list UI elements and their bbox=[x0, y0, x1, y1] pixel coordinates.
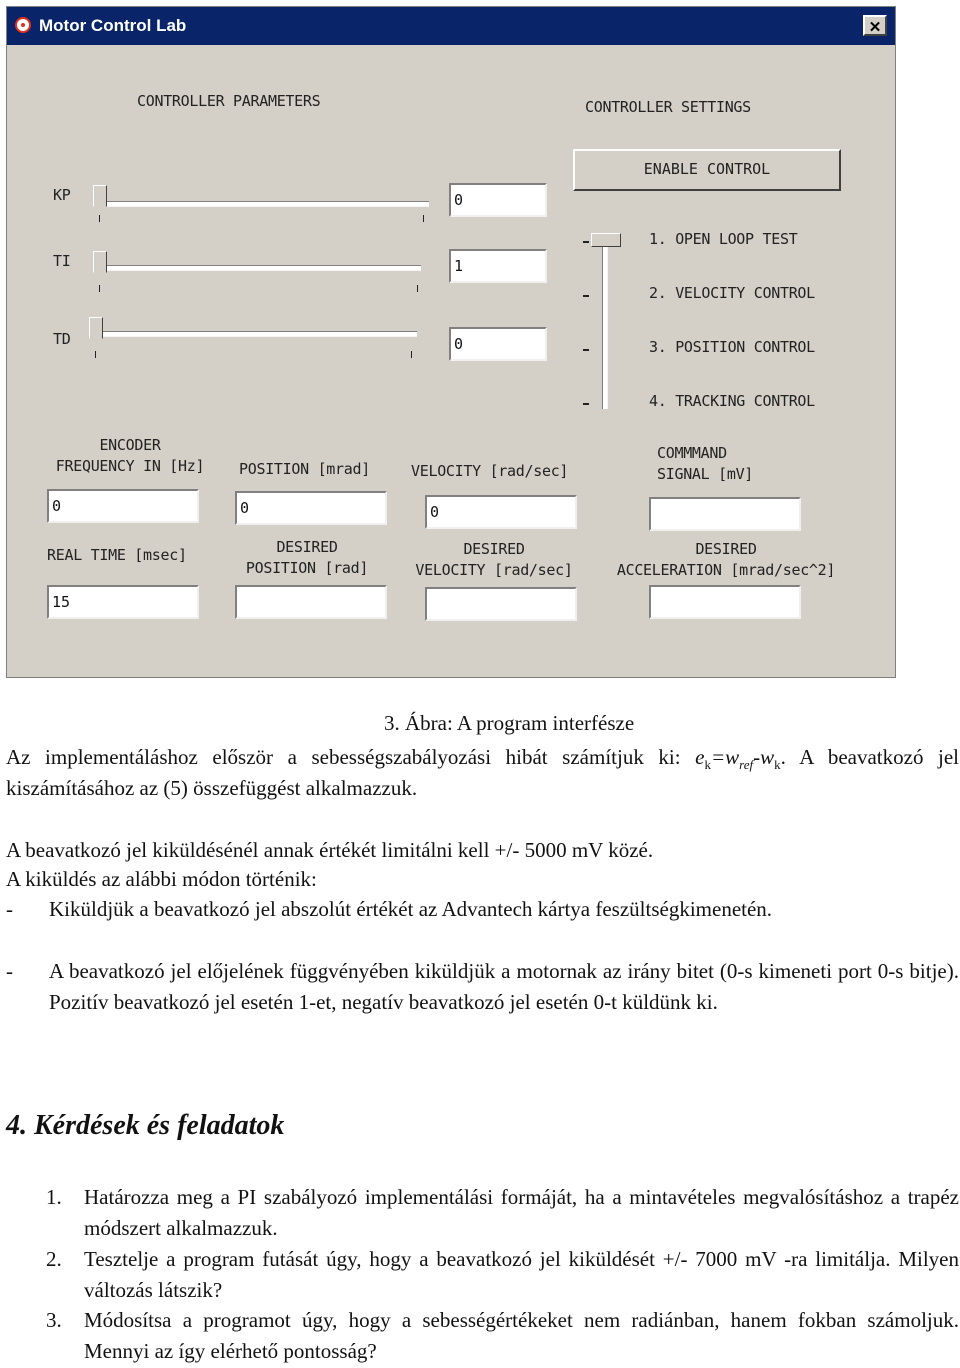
mode-slider-thumb[interactable] bbox=[591, 233, 621, 247]
td-tick-max bbox=[411, 351, 412, 358]
title-bar[interactable] bbox=[7, 7, 895, 45]
question-text: Módosítsa a programot úgy, hogy a sebességértékeket nem radiánban, hanem fokban számoljuk. Mennyi az így elérhető pontosság? bbox=[84, 1308, 959, 1363]
paragraph-limit: A beavatkozó jel kiküldésénél annak értékét limitálni kell +/- 5000 mV közé. bbox=[6, 838, 654, 862]
bullet-dash: - bbox=[6, 959, 13, 983]
bullet-dash: - bbox=[6, 897, 13, 921]
kp-slider-track[interactable] bbox=[99, 201, 429, 207]
command-signal-label: COMMMAND SIGNAL [mV] bbox=[657, 444, 754, 483]
figure-caption: 3. Ábra: A program interfésze bbox=[384, 711, 635, 735]
mode-tick-3 bbox=[583, 349, 589, 351]
paragraph-implementation-end: . A beavatkozó jel kiszámításához az (5) összefüggést alkalmazzuk. bbox=[6, 745, 959, 800]
td-value-field[interactable]: 0 bbox=[449, 327, 547, 361]
ti-value-field[interactable]: 1 bbox=[449, 249, 547, 283]
formula-eq-w: =w bbox=[710, 745, 740, 769]
td-tick-min bbox=[95, 351, 96, 358]
formula-sub-ref: ref bbox=[739, 757, 754, 773]
formula-e: e bbox=[695, 745, 705, 769]
mode-option-position[interactable]: 3. POSITION CONTROL bbox=[649, 338, 815, 356]
velocity-label: VELOCITY [rad/sec] bbox=[411, 462, 569, 480]
dialog-client-area bbox=[7, 45, 895, 677]
velocity-field[interactable]: 0 bbox=[425, 495, 577, 529]
position-label: POSITION [mrad] bbox=[239, 460, 370, 478]
real-time-label: REAL TIME [msec] bbox=[47, 546, 187, 564]
desired-velocity-label: DESIRED VELOCITY [rad/sec] bbox=[415, 540, 573, 579]
kp-slider-thumb[interactable] bbox=[93, 185, 107, 207]
kp-tick-max bbox=[423, 215, 424, 222]
desired-position-field[interactable] bbox=[235, 585, 387, 619]
mode-option-velocity[interactable]: 2. VELOCITY CONTROL bbox=[649, 284, 815, 302]
question-number: 3. bbox=[46, 1308, 62, 1332]
question-number: 2. bbox=[46, 1247, 62, 1271]
close-button[interactable]: ✕ bbox=[863, 15, 887, 36]
motor-control-window bbox=[6, 6, 896, 678]
position-field[interactable]: 0 bbox=[235, 491, 387, 525]
question-number: 1. bbox=[46, 1185, 62, 1209]
enable-control-button[interactable]: ENABLE CONTROL bbox=[573, 149, 841, 191]
kp-value-field[interactable]: 0 bbox=[449, 183, 547, 217]
mode-option-tracking[interactable]: 4. TRACKING CONTROL bbox=[649, 392, 815, 410]
mode-tick-4 bbox=[583, 403, 589, 405]
formula-sub-k2: k bbox=[774, 757, 781, 773]
bullet-text: A beavatkozó jel előjelének függvényében kiküldjük a motornak az irány bitet (0-s kimeneti port 0-s bitje). Pozitív beavatkozó jel esetén 1-et, negatív beavatkozó jel esetén 0-t küldünk ki. bbox=[49, 959, 959, 1014]
app-icon bbox=[15, 17, 31, 33]
controller-settings-heading: CONTROLLER SETTINGS bbox=[585, 98, 751, 116]
mode-tick-2 bbox=[583, 295, 589, 297]
question-text: Tesztelje a program futását úgy, hogy a beavatkozó jel kiküldését +/- 7000 mV -ra limitálja. Milyen változás látszik? bbox=[84, 1247, 959, 1302]
window-title: Motor Control Lab bbox=[39, 16, 187, 35]
ti-label: TI bbox=[53, 252, 71, 270]
ti-slider-thumb[interactable] bbox=[93, 251, 107, 273]
formula-sub-k: k bbox=[704, 757, 711, 773]
kp-label: KP bbox=[53, 186, 71, 204]
ti-tick-min bbox=[99, 285, 100, 292]
desired-position-label: DESIRED POSITION [rad] bbox=[245, 538, 369, 577]
question-text: Határozza meg a PI szabályozó implementálási formáját, ha a mintavételes megvalósításhoz a trapéz módszert alkalmazzuk. bbox=[84, 1185, 959, 1240]
td-label: TD bbox=[53, 330, 71, 348]
paragraph-implementation bbox=[6, 742, 959, 804]
formula-minus-w: -w bbox=[753, 745, 775, 769]
encoder-frequency-label: ENCODER FREQUENCY IN [Hz] bbox=[55, 436, 205, 475]
mode-slider-track[interactable] bbox=[602, 247, 608, 409]
real-time-field[interactable]: 15 bbox=[47, 585, 199, 619]
paragraph-implementation-start: Az implementáláshoz először a sebességszabályozási hibát számítjuk ki: bbox=[6, 745, 696, 769]
mode-option-open-loop[interactable]: 1. OPEN LOOP TEST bbox=[649, 230, 798, 248]
kp-tick-min bbox=[99, 215, 100, 222]
td-slider-thumb[interactable] bbox=[89, 317, 103, 339]
mode-tick-1 bbox=[583, 241, 589, 243]
controller-parameters-heading: CONTROLLER PARAMETERS bbox=[137, 92, 321, 110]
paragraph-sending: A kiküldés az alábbi módon történik: bbox=[6, 867, 317, 891]
desired-velocity-field[interactable] bbox=[425, 587, 577, 621]
desired-acceleration-label: DESIRED ACCELERATION [mrad/sec^2] bbox=[616, 540, 836, 579]
section-heading: 4. Kérdések és feladatok bbox=[6, 1110, 285, 1141]
desired-acceleration-field[interactable] bbox=[649, 585, 801, 619]
ti-slider-track[interactable] bbox=[99, 265, 421, 271]
command-signal-field[interactable] bbox=[649, 497, 801, 531]
ti-tick-max bbox=[417, 285, 418, 292]
encoder-frequency-field[interactable]: 0 bbox=[47, 489, 199, 523]
bullet-text: Kiküldjük a beavatkozó jel abszolút értékét az Advantech kártya feszültségkimenetén. bbox=[49, 897, 773, 921]
td-slider-track[interactable] bbox=[99, 331, 417, 337]
